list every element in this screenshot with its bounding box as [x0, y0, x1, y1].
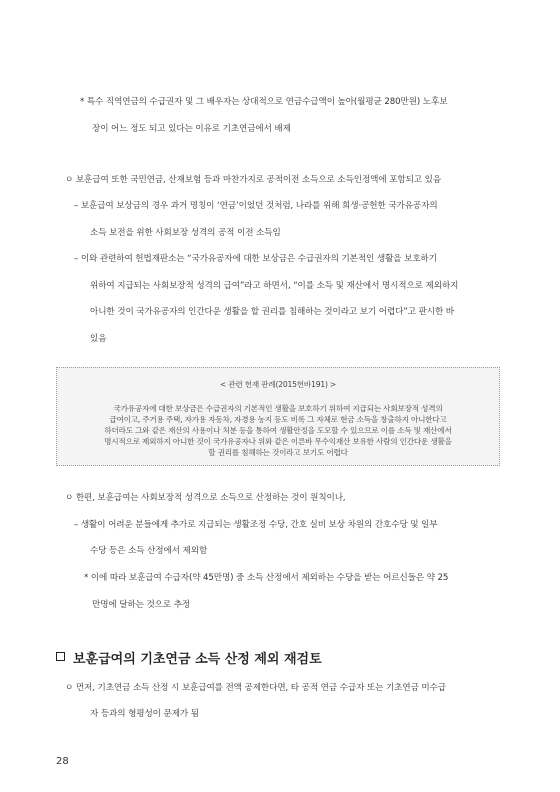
court-case-line-4: 명시적으로 제외하지 아니한 것이 국가유공자나 위와 같은 이른바 무수익재산 보유한 사람의 인간다운 생활을 — [104, 437, 452, 446]
section-heading — [56, 651, 322, 669]
paragraph-7-line-1: ㅇ 먼저, 기초연금 소득 산정 시 보훈급여를 전액 공제한다면, 타 공적 연금 수급자 또는 기초연금 미수급 — [65, 683, 447, 693]
paragraph-2-line-2: 소득 보전을 위한 사회보장 성격의 공적 이전 소득임 — [90, 228, 281, 238]
square-bullet-icon — [56, 652, 65, 661]
court-case-line-5: 할 권리를 침해하는 것이라고 보기도 어렵다 — [208, 448, 348, 457]
top-note-line-2: 장이 어느 정도 되고 있다는 이유로 기초연금에서 배제 — [92, 124, 291, 134]
paragraph-5-line-1: – 생활이 어려운 분들에게 추가로 지급되는 생활조정 수당, 간호 실비 보상 차원의 간호수당 및 일부 — [74, 520, 438, 530]
court-case-line-1: 국가유공자에 대한 보상금은 수급권자의 기본적인 생활을 보호하기 위하여 지급되는 사회보장적 성격의 — [113, 404, 443, 413]
paragraph-5-line-2: 수당 등은 소득 산정에서 제외함 — [90, 546, 208, 556]
page-number: 28 — [56, 756, 69, 767]
paragraph-3-line-1: – 이와 관련하여 헌법재판소는 “국가유공자에 대한 보상금은 수급권자의 기본적인 생활을 보호하기 — [74, 254, 437, 264]
paragraph-7-line-2: 자 등과의 형평성이 문제가 됨 — [90, 709, 199, 719]
paragraph-2-line-1: – 보훈급여 보상금의 경우 과거 명칭이 ‘연금’이었던 것처럼, 나라를 위해 희생·공헌한 국가유공자의 — [74, 201, 438, 211]
court-case-line-3: 하더라도 그와 같은 재산의 사용이나 처분 등을 통하여 생활안정을 도모할 수 있으므로 이를 소득 및 재산에서 — [104, 426, 452, 435]
paragraph-3-line-2: 위하여 지급되는 사회보장적 성격의 급여”라고 하면서, “이를 소득 및 재산에서 명시적으로 제외하지 — [90, 281, 459, 291]
court-case-box — [56, 367, 500, 466]
paragraph-4: ㅇ 한편, 보훈급여는 사회보장적 성격으로 소득으로 산정하는 것이 원칙이나, — [65, 493, 346, 503]
paragraph-6-line-1: * 이에 따라 보훈급여 수급자(약 45만명) 중 소득 산정에서 제외하는 수당을 받는 어르신들은 약 25 — [84, 573, 449, 583]
section-heading-text: 보훈급여의 기초연금 소득 산정 제외 재검토 — [73, 652, 322, 667]
paragraph-1: ㅇ 보훈급여 또한 국민연금, 산재보험 등과 마찬가지로 공적이전 소득으로 소득인정액에 포함되고 있음 — [65, 175, 442, 185]
paragraph-6-line-2: 만명에 달하는 것으로 추정 — [92, 600, 191, 610]
paragraph-3-line-4: 있음 — [90, 334, 107, 344]
court-case-title: < 관련 헌재 판례(2015헌바191) > — [219, 380, 337, 389]
court-case-line-2: 급여이고, 주거용 주택, 자가용 자동차, 자경용 농지 등도 비록 그 자체로 현금 소득을 창출하지 아니한다고 — [109, 415, 447, 424]
top-note-line-1: * 특수 직역연금의 수급권자 및 그 배우자는 상대적으로 연금수급액이 높아(월평균 280만원) 노후보 — [80, 97, 448, 107]
paragraph-3-line-3: 아니한 것이 국가유공자의 인간다운 생활을 할 권리를 침해하는 것이라고 보기 어렵다”고 판시한 바 — [90, 307, 454, 317]
